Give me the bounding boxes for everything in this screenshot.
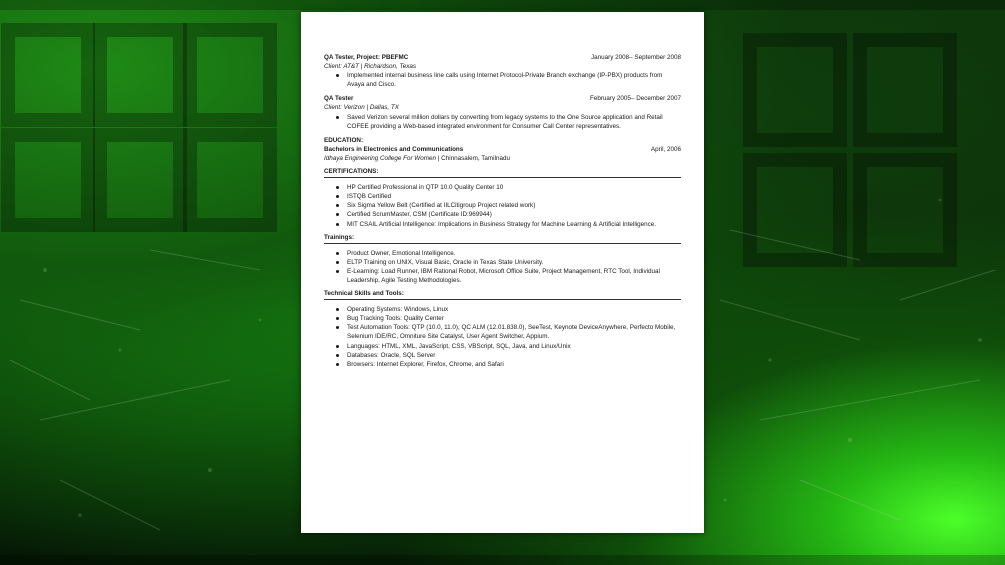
certifications-section (324, 167, 681, 229)
skills-heading: Technical Skills and Tools: (324, 289, 681, 300)
skills-list (324, 305, 681, 369)
skills-section (324, 289, 681, 369)
skill-item: Bug Tracking Tools: Quality Center (347, 314, 681, 323)
education-date: April, 2006 (650, 145, 681, 153)
trainings-heading: Trainings: (324, 233, 681, 244)
job-dates: January 2008– September 2008 (591, 54, 681, 61)
skill-item: Databases: Oracle, SQL Server (347, 351, 681, 360)
education-section (324, 136, 681, 163)
certification-item: Six Sigma Yellow Belt (Certified at IILCitigroup Project related work) (347, 201, 681, 210)
certification-item: MIT CSAIL Artificial Intelligence: Implications in Business Strategy for Machine Learning & Artificial Intelligence. (347, 220, 681, 229)
skill-item: Operating Systems: Windows, Linux (347, 305, 681, 314)
education-degree: Bachelors in Electronics and Communications (324, 145, 464, 153)
training-item: E-Learning: Load Runner, IBM Rational Robot, Microsoft Office Suite, Project Management, RTC Tool, Individual Leadership, Agile Testing Methodologies. (347, 267, 681, 285)
trainings-section (324, 233, 681, 285)
job-client: Client: Verizon | Dallas, TX (324, 104, 399, 112)
job-bullet: Implemented internal business line calls using Internet Protocol-Private Branch exchange (IP-PBX) products from Avaya and Cisco. (347, 71, 681, 89)
job-bullet: Saved Verizon several million dollars by converting from legacy systems to the One Source application and Retail COFEE providing a Web-based integrated environment for Consumer Call Center representatives. (347, 113, 681, 131)
skill-item: Test Automation Tools: QTP (10.0, 11.0), QC ALM (12.01.838.0), SeeTest, Keynote DeviceAnywhere, Perfecto Mobile, Selenium IDE/RC, Omniture Site Catalyst, User Agent Switcher, Appium. (347, 323, 681, 341)
skill-item: Browsers: Internet Explorer, Firefox, Chrome, and Safari (347, 360, 681, 369)
resume-content (324, 53, 681, 369)
job-client: Client: AT&T | Richardson, Texas (324, 63, 417, 71)
job-bullets (324, 71, 681, 89)
job-bullets (324, 113, 681, 131)
job-dates: February 2005– December 2007 (589, 95, 681, 103)
training-item: Product Owner, Emotional Intelligence. (347, 249, 681, 258)
education-college-line (324, 154, 681, 163)
certification-item: ISTQB Certified (347, 192, 681, 201)
certifications-heading: CERTIFICATIONS: (324, 167, 681, 178)
job-title: QA Tester (324, 95, 354, 103)
skill-item: Languages: HTML, XML, JavaScript, CSS, VBScript, SQL, Java, and Linux/Unix (347, 342, 681, 351)
training-item: ELTP Training on UNIX, Visual Basic, Oracle in Texas State University. (347, 258, 681, 267)
job-title: QA Tester, Project: PBEFMC (324, 54, 409, 61)
education-college: Idhaya Engineering College For Women (324, 154, 437, 162)
job-entry-1 (324, 53, 681, 89)
certification-item: HP Certified Professional in QTP 10.0 Quality Center 10 (347, 183, 681, 192)
education-heading: EDUCATION: (324, 136, 364, 144)
certifications-list (324, 183, 681, 228)
resume-page (301, 12, 704, 533)
job-header (324, 94, 681, 103)
education-row (324, 145, 681, 154)
certification-item: Certified ScrumMaster, CSM (Certificate ID:969944) (347, 210, 681, 219)
education-location: | Chinnasalem, Tamilnadu (436, 154, 510, 162)
job-header (324, 53, 681, 62)
trainings-list (324, 249, 681, 285)
job-entry-2 (324, 94, 681, 130)
